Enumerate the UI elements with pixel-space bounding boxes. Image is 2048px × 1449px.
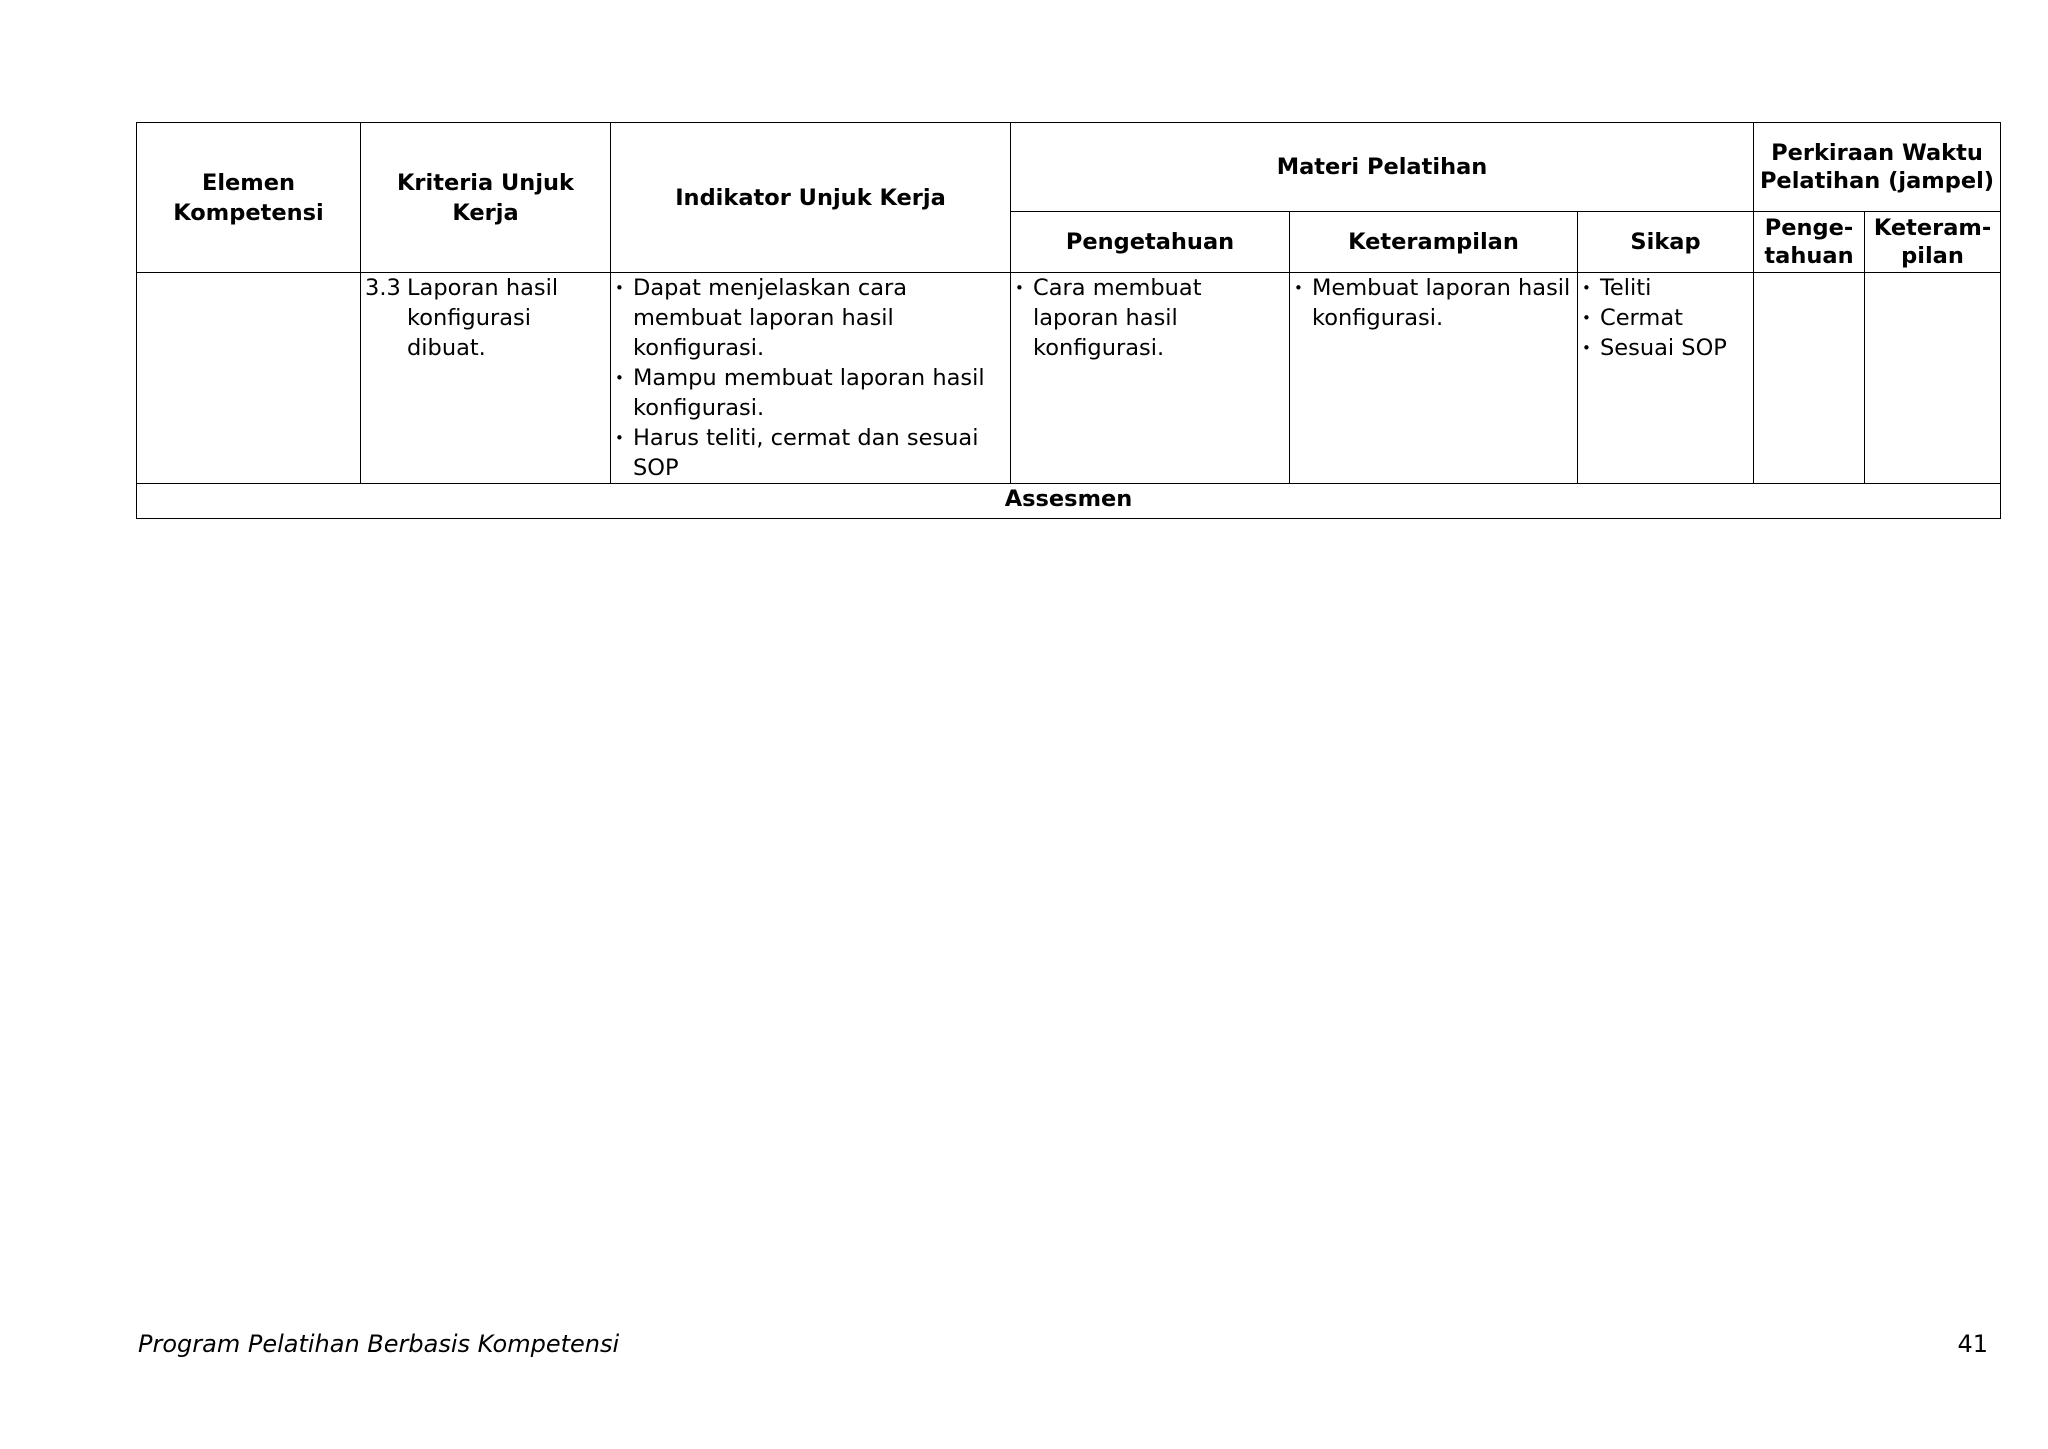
list-item: • Cermat — [1582, 303, 1749, 333]
list-item: • Membuat laporan hasil konfigurasi. — [1294, 273, 1573, 333]
cell-elemen — [137, 273, 361, 484]
cell-kriteria — [361, 273, 611, 484]
kuk-text: Laporan hasil konfigurasi dibuat. — [407, 275, 559, 361]
cell-waktu-pengetahuan — [1754, 273, 1865, 484]
list-item: • Mampu membuat laporan hasil konfigurasi. — [615, 363, 1006, 423]
list-item: • Sesuai SOP — [1582, 333, 1749, 363]
header-waktu-pengetahuan: Penge- tahuan — [1754, 212, 1865, 273]
header-kriteria-unjuk-kerja: Kriteria Unjuk Kerja — [361, 123, 611, 273]
header-elemen-kompetensi: Elemen Kompetensi — [137, 123, 361, 273]
list-item: • Cara membuat laporan hasil konfigurasi. — [1015, 273, 1285, 363]
assessment-row: Assesmen — [137, 484, 2001, 519]
kuk-number: 3.3 — [365, 275, 401, 301]
cell-waktu-keterampilan — [1865, 273, 2001, 484]
header-waktu-keterampilan: Keteram- pilan — [1865, 212, 2001, 273]
header-materi-pelatihan: Materi Pelatihan — [1011, 123, 1754, 212]
header-perkiraan-waktu: Perkiraan Waktu Pelatihan (jampel) — [1754, 123, 2001, 212]
cell-keterampilan — [1290, 273, 1578, 484]
cell-pengetahuan — [1011, 273, 1290, 484]
table-row — [137, 273, 2001, 484]
cell-sikap — [1578, 273, 1754, 484]
list-item: • Teliti — [1582, 273, 1749, 303]
header-sikap: Sikap — [1578, 212, 1754, 273]
header-pengetahuan: Pengetahuan — [1011, 212, 1290, 273]
list-item: • Dapat menjelaskan cara membuat laporan hasil konfigurasi. — [615, 273, 1006, 363]
list-item: • Harus teliti, cermat dan sesuai SOP — [615, 423, 1006, 483]
cell-indikator — [611, 273, 1011, 484]
header-keterampilan: Keterampilan — [1290, 212, 1578, 273]
header-indikator-unjuk-kerja: Indikator Unjuk Kerja — [611, 123, 1011, 273]
footer-title: Program Pelatihan Berbasis Kompetensi — [138, 1330, 620, 1358]
competency-table — [136, 122, 2001, 519]
page-number: 41 — [1957, 1330, 1988, 1358]
